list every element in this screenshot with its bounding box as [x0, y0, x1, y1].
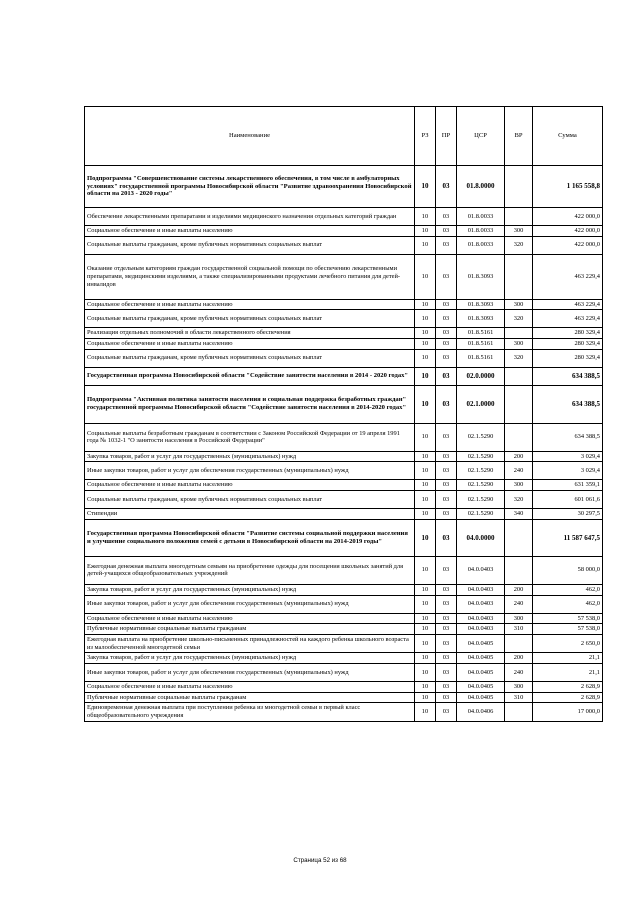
- cell-pr: 03: [436, 681, 457, 692]
- cell-vr: 320: [505, 310, 533, 328]
- cell-vr: 310: [505, 692, 533, 703]
- cell-csr: 01.8.0033: [457, 226, 505, 237]
- cell-rz: 10: [415, 519, 436, 556]
- cell-vr: [505, 385, 533, 423]
- cell-pr: 03: [436, 328, 457, 339]
- cell-sum: 280 329,4: [533, 349, 603, 367]
- table-row: [85, 480, 603, 491]
- cell-name: Социальные выплаты безработным гражданам в соответствии с Законом Российской Федерации от 19 апреля 1991 года № 1032-1 "О занятости населения в Российской Федерации": [85, 423, 415, 451]
- cell-csr: 01.8.0033: [457, 236, 505, 254]
- cell-pr: 03: [436, 462, 457, 480]
- cell-rz: 10: [415, 480, 436, 491]
- cell-sum: 601 061,6: [533, 491, 603, 509]
- cell-rz: 10: [415, 584, 436, 595]
- cell-name: Государственная программа Новосибирской области "Содействие занятости населения в 2014 - 2020 годах": [85, 367, 415, 385]
- cell-pr: 03: [436, 367, 457, 385]
- table-row: [85, 423, 603, 451]
- cell-sum: 422 000,0: [533, 236, 603, 254]
- cell-csr: 04.0.0403: [457, 624, 505, 635]
- cell-sum: 280 329,4: [533, 328, 603, 339]
- cell-vr: 300: [505, 226, 533, 237]
- cell-csr: 01.8.5161: [457, 339, 505, 350]
- cell-rz: 10: [415, 166, 436, 208]
- cell-sum: 422 000,0: [533, 208, 603, 226]
- cell-csr: 01.8.5161: [457, 328, 505, 339]
- cell-pr: 03: [436, 491, 457, 509]
- header-sum: Сумма: [533, 107, 603, 166]
- table-row: [85, 254, 603, 299]
- cell-csr: 04.0.0405: [457, 634, 505, 652]
- cell-pr: 03: [436, 703, 457, 721]
- cell-rz: 10: [415, 703, 436, 721]
- table-body: [85, 166, 603, 722]
- cell-name: Стипендии: [85, 509, 415, 520]
- table-row: [85, 595, 603, 613]
- cell-vr: 200: [505, 451, 533, 462]
- cell-sum: 21,1: [533, 663, 603, 681]
- cell-pr: 03: [436, 556, 457, 584]
- cell-csr: 01.8.3093: [457, 254, 505, 299]
- cell-rz: 10: [415, 299, 436, 310]
- cell-pr: 03: [436, 634, 457, 652]
- cell-name: Социальное обеспечение и иные выплаты населению: [85, 226, 415, 237]
- table-row: [85, 299, 603, 310]
- table-row: [85, 703, 603, 721]
- cell-name: Подпрограмма "Совершенствование системы лекарственного обеспечения, в том числе в амбулаторных условиях" государственной программы Новосибирской области "Развитие здравоохранения Новосибирской области на 2013 - 2020 годы": [85, 166, 415, 208]
- cell-csr: 02.1.5290: [457, 509, 505, 520]
- cell-csr: 02.0.0000: [457, 367, 505, 385]
- cell-pr: 03: [436, 226, 457, 237]
- cell-name: Социальное обеспечение и иные выплаты населению: [85, 299, 415, 310]
- cell-rz: 10: [415, 367, 436, 385]
- table-row: [85, 339, 603, 350]
- table-row: [85, 462, 603, 480]
- cell-pr: 03: [436, 653, 457, 664]
- cell-vr: 200: [505, 653, 533, 664]
- cell-csr: 01.8.5161: [457, 349, 505, 367]
- cell-sum: 634 388,5: [533, 423, 603, 451]
- cell-name: Социальные выплаты гражданам, кроме публичных нормативных социальных выплат: [85, 349, 415, 367]
- cell-pr: 03: [436, 254, 457, 299]
- table-row: [85, 613, 603, 624]
- cell-vr: 240: [505, 462, 533, 480]
- table-row: [85, 509, 603, 520]
- cell-csr: 04.0.0403: [457, 613, 505, 624]
- header-csr: ЦСР: [457, 107, 505, 166]
- cell-rz: 10: [415, 556, 436, 584]
- cell-pr: 03: [436, 613, 457, 624]
- cell-csr: 04.0.0405: [457, 692, 505, 703]
- cell-sum: 634 388,5: [533, 385, 603, 423]
- cell-name: Оказание отдельным категориям граждан государственной социальной помощи по обеспечению лекарственными препаратами, медицинскими изделиями, а также специализированными продуктами лечебного питания для детей-инвалидов: [85, 254, 415, 299]
- cell-rz: 10: [415, 328, 436, 339]
- cell-sum: 17 000,0: [533, 703, 603, 721]
- cell-rz: 10: [415, 634, 436, 652]
- table-row: [85, 556, 603, 584]
- cell-name: Социальные выплаты гражданам, кроме публичных нормативных социальных выплат: [85, 236, 415, 254]
- cell-name: Ежегодная выплата на приобретение школьно-письменных принадлежностей на каждого ребенка школьного возраста из малообеспеченной многодетной семьи: [85, 634, 415, 652]
- cell-vr: 320: [505, 236, 533, 254]
- cell-csr: 02.1.0000: [457, 385, 505, 423]
- cell-vr: [505, 556, 533, 584]
- cell-rz: 10: [415, 208, 436, 226]
- cell-rz: 10: [415, 349, 436, 367]
- cell-sum: 631 359,1: [533, 480, 603, 491]
- cell-pr: 03: [436, 480, 457, 491]
- cell-rz: 10: [415, 653, 436, 664]
- table-row: [85, 653, 603, 664]
- cell-name: Социальное обеспечение и иные выплаты населению: [85, 613, 415, 624]
- cell-vr: 240: [505, 663, 533, 681]
- cell-sum: 422 000,0: [533, 226, 603, 237]
- table-row: [85, 226, 603, 237]
- table-row: [85, 349, 603, 367]
- cell-pr: 03: [436, 349, 457, 367]
- header-pr: ПР: [436, 107, 457, 166]
- cell-vr: [505, 328, 533, 339]
- cell-sum: 30 297,5: [533, 509, 603, 520]
- cell-pr: 03: [436, 509, 457, 520]
- cell-sum: 58 000,0: [533, 556, 603, 584]
- cell-name: Социальное обеспечение и иные выплаты населению: [85, 480, 415, 491]
- cell-rz: 10: [415, 385, 436, 423]
- cell-rz: 10: [415, 310, 436, 328]
- cell-name: Иные закупки товаров, работ и услуг для обеспечения государственных (муниципальных) нужд: [85, 462, 415, 480]
- table-row: [85, 491, 603, 509]
- cell-vr: [505, 254, 533, 299]
- cell-vr: 320: [505, 491, 533, 509]
- cell-pr: 03: [436, 385, 457, 423]
- cell-rz: 10: [415, 663, 436, 681]
- cell-sum: 280 329,4: [533, 339, 603, 350]
- cell-rz: 10: [415, 423, 436, 451]
- cell-pr: 03: [436, 451, 457, 462]
- cell-pr: 03: [436, 208, 457, 226]
- cell-csr: 04.0.0405: [457, 663, 505, 681]
- cell-csr: 02.1.5290: [457, 423, 505, 451]
- cell-name: Закупка товаров, работ и услуг для государственных (муниципальных) нужд: [85, 653, 415, 664]
- cell-sum: 2 650,0: [533, 634, 603, 652]
- table-row: [85, 385, 603, 423]
- cell-rz: 10: [415, 491, 436, 509]
- cell-csr: 04.0.0405: [457, 681, 505, 692]
- cell-rz: 10: [415, 613, 436, 624]
- cell-pr: 03: [436, 166, 457, 208]
- cell-vr: [505, 634, 533, 652]
- cell-name: Иные закупки товаров, работ и услуг для обеспечения государственных (муниципальных) нужд: [85, 595, 415, 613]
- cell-vr: [505, 208, 533, 226]
- cell-vr: 200: [505, 584, 533, 595]
- cell-sum: 462,0: [533, 595, 603, 613]
- table-header-row: [85, 107, 603, 166]
- cell-name: Иные закупки товаров, работ и услуг для обеспечения государственных (муниципальных) нужд: [85, 663, 415, 681]
- cell-name: Социальные выплаты гражданам, кроме публичных нормативных социальных выплат: [85, 310, 415, 328]
- cell-sum: 11 587 647,5: [533, 519, 603, 556]
- cell-name: Ежегодная денежная выплата многодетным семьям на приобретение одежды для посещения школьных занятий для детей-учащихся общеобразовательных учреждений: [85, 556, 415, 584]
- cell-rz: 10: [415, 254, 436, 299]
- cell-name: Социальное обеспечение и иные выплаты населению: [85, 339, 415, 350]
- cell-csr: 04.0.0403: [457, 556, 505, 584]
- cell-name: Реализация отдельных полномочий в области лекарственного обеспечения: [85, 328, 415, 339]
- cell-sum: 462,0: [533, 584, 603, 595]
- cell-name: Подпрограмма "Активная политика занятости населения и социальная поддержка безработных граждан" государственной программы Новосибирской области "Содействие занятости населения в 2014-2020 годах": [85, 385, 415, 423]
- cell-sum: 57 538,0: [533, 613, 603, 624]
- cell-name: Закупка товаров, работ и услуг для государственных (муниципальных) нужд: [85, 584, 415, 595]
- table-row: [85, 634, 603, 652]
- cell-rz: 10: [415, 462, 436, 480]
- header-rz: РЗ: [415, 107, 436, 166]
- cell-csr: 02.1.5290: [457, 462, 505, 480]
- table-row: [85, 166, 603, 208]
- cell-rz: 10: [415, 226, 436, 237]
- cell-rz: 10: [415, 236, 436, 254]
- cell-vr: [505, 367, 533, 385]
- cell-pr: 03: [436, 663, 457, 681]
- cell-csr: 02.1.5290: [457, 491, 505, 509]
- cell-csr: 01.8.3093: [457, 299, 505, 310]
- table-row: [85, 519, 603, 556]
- cell-vr: [505, 703, 533, 721]
- cell-sum: 463 229,4: [533, 310, 603, 328]
- cell-pr: 03: [436, 310, 457, 328]
- cell-rz: 10: [415, 595, 436, 613]
- cell-csr: 01.8.0033: [457, 208, 505, 226]
- cell-pr: 03: [436, 423, 457, 451]
- cell-sum: 463 229,4: [533, 299, 603, 310]
- table-row: [85, 236, 603, 254]
- cell-name: Закупка товаров, работ и услуг для государственных (муниципальных) нужд: [85, 451, 415, 462]
- table-row: [85, 367, 603, 385]
- cell-pr: 03: [436, 595, 457, 613]
- cell-csr: 04.0.0403: [457, 595, 505, 613]
- cell-rz: 10: [415, 509, 436, 520]
- cell-sum: 463 229,4: [533, 254, 603, 299]
- cell-vr: [505, 423, 533, 451]
- cell-name: Социальное обеспечение и иные выплаты населению: [85, 681, 415, 692]
- table-row: [85, 584, 603, 595]
- cell-rz: 10: [415, 692, 436, 703]
- cell-sum: 21,1: [533, 653, 603, 664]
- page-number: Страница 52 из 68: [293, 857, 347, 864]
- budget-table: [84, 106, 603, 722]
- header-name: Наименование: [85, 107, 415, 166]
- cell-csr: 01.8.0000: [457, 166, 505, 208]
- cell-name: Публичные нормативные социальные выплаты гражданам: [85, 692, 415, 703]
- cell-pr: 03: [436, 584, 457, 595]
- cell-name: Государственная программа Новосибирской области "Развитие системы социальной поддержки населения и улучшение социального положения семей с детьми в Новосибирской области на 2014-2019 годы": [85, 519, 415, 556]
- cell-name: Публичные нормативные социальные выплаты гражданам: [85, 624, 415, 635]
- table-row: [85, 451, 603, 462]
- cell-sum: 2 628,9: [533, 681, 603, 692]
- table-row: [85, 310, 603, 328]
- table-row: [85, 663, 603, 681]
- cell-pr: 03: [436, 692, 457, 703]
- cell-rz: 10: [415, 681, 436, 692]
- cell-pr: 03: [436, 339, 457, 350]
- cell-sum: 1 165 558,8: [533, 166, 603, 208]
- cell-csr: 04.0.0406: [457, 703, 505, 721]
- table-row: [85, 624, 603, 635]
- cell-csr: 02.1.5290: [457, 451, 505, 462]
- cell-vr: 300: [505, 480, 533, 491]
- cell-csr: 01.8.3093: [457, 310, 505, 328]
- cell-sum: 2 628,9: [533, 692, 603, 703]
- cell-rz: 10: [415, 339, 436, 350]
- cell-csr: 02.1.5290: [457, 480, 505, 491]
- cell-name: Обеспечение лекарственными препаратами и изделиями медицинского назначения отдельных категорий граждан: [85, 208, 415, 226]
- table-row: [85, 208, 603, 226]
- cell-pr: 03: [436, 236, 457, 254]
- cell-csr: 04.0.0405: [457, 653, 505, 664]
- table-row: [85, 692, 603, 703]
- cell-rz: 10: [415, 624, 436, 635]
- cell-csr: 04.0.0000: [457, 519, 505, 556]
- cell-vr: 300: [505, 681, 533, 692]
- cell-pr: 03: [436, 624, 457, 635]
- table-row: [85, 328, 603, 339]
- cell-vr: 340: [505, 509, 533, 520]
- cell-vr: 240: [505, 595, 533, 613]
- cell-pr: 03: [436, 519, 457, 556]
- cell-vr: 300: [505, 339, 533, 350]
- cell-vr: 320: [505, 349, 533, 367]
- cell-name: Единовременная денежная выплата при поступлении ребенка из многодетной семьи в первый класс общеобразовательного учреждения: [85, 703, 415, 721]
- cell-sum: 3 029,4: [533, 462, 603, 480]
- cell-name: Социальные выплаты гражданам, кроме публичных нормативных социальных выплат: [85, 491, 415, 509]
- table-row: [85, 681, 603, 692]
- cell-vr: 300: [505, 299, 533, 310]
- cell-rz: 10: [415, 451, 436, 462]
- cell-vr: [505, 166, 533, 208]
- cell-sum: 57 538,0: [533, 624, 603, 635]
- header-vr: ВР: [505, 107, 533, 166]
- cell-vr: [505, 519, 533, 556]
- cell-vr: 300: [505, 613, 533, 624]
- cell-sum: 634 388,5: [533, 367, 603, 385]
- cell-pr: 03: [436, 299, 457, 310]
- cell-sum: 3 029,4: [533, 451, 603, 462]
- cell-vr: 310: [505, 624, 533, 635]
- cell-csr: 04.0.0403: [457, 584, 505, 595]
